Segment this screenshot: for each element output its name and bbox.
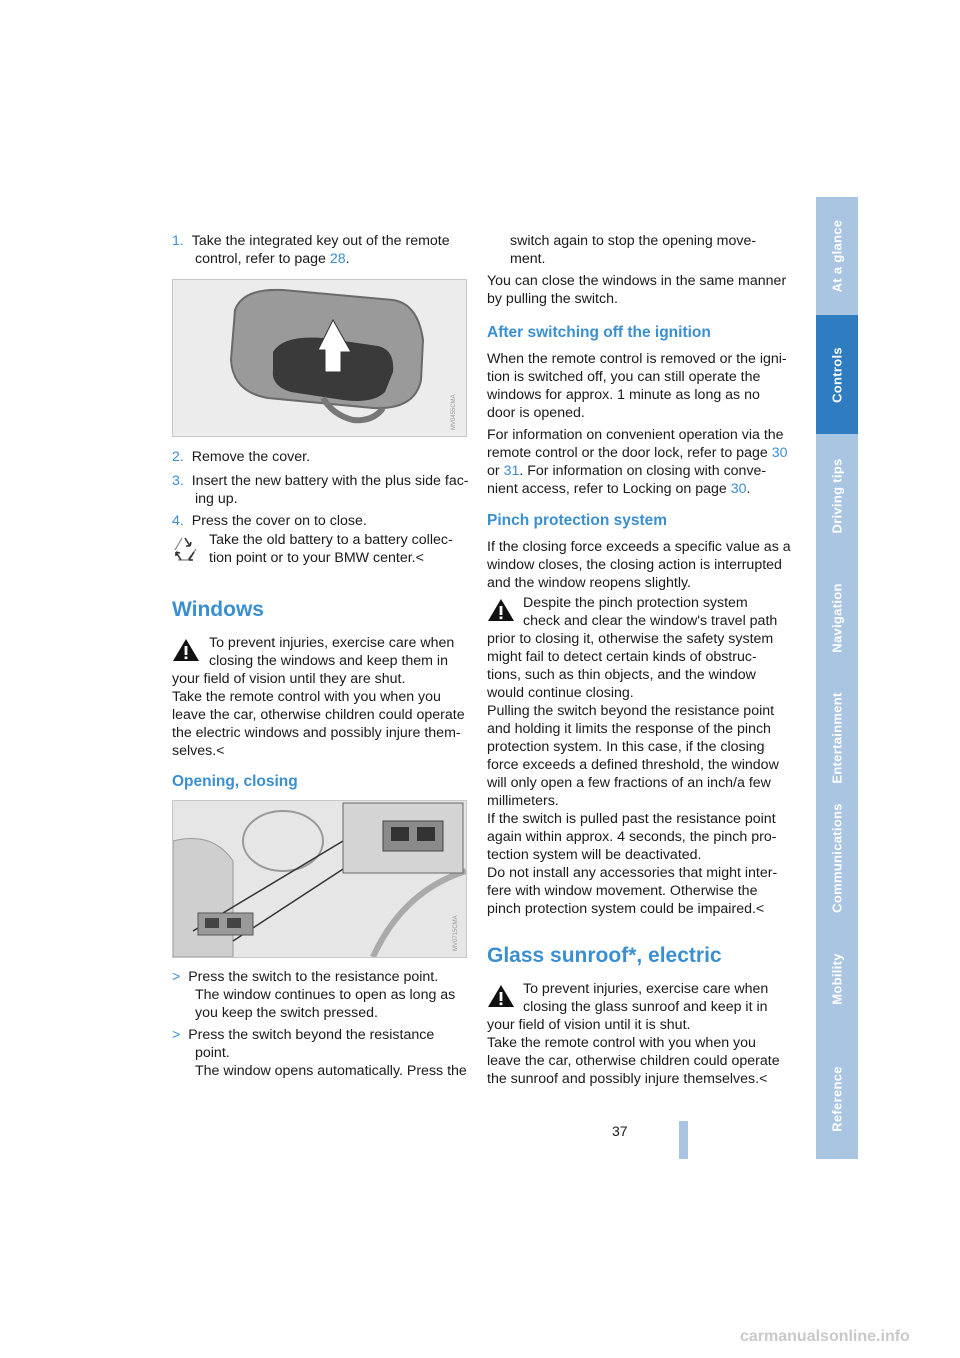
windows-warning-3: your field of vision until they are shut. <box>172 671 406 687</box>
step-1: 1. Take the integrated key out of the remote <box>172 233 450 249</box>
tab-controls[interactable]: Controls <box>816 315 858 435</box>
remote-key-illustration <box>173 280 466 436</box>
close-text-2: by pulling the switch. <box>487 291 618 307</box>
sunroof-warning-6: the sunroof and possibly injure themselves.< <box>487 1071 768 1087</box>
windows-heading: Windows <box>172 598 264 621</box>
ignition-heading: After switching off the ignition <box>487 324 711 341</box>
tab-communications[interactable]: Communications <box>816 797 858 920</box>
warning-icon <box>487 598 515 622</box>
pinch-warning-6: would continue closing. <box>487 685 634 701</box>
step-2: 2. Remove the cover. <box>172 449 311 465</box>
watermark: carmanualsonline.info <box>740 1328 910 1345</box>
ignition-4: door is opened. <box>487 405 585 421</box>
page-link[interactable]: 30 <box>771 445 788 461</box>
sunroof-warning-4: Take the remote control with you when you <box>487 1035 756 1051</box>
sunroof-warning-2: closing the glass sunroof and keep it in <box>523 999 768 1015</box>
windows-warning-4: Take the remote control with you when you <box>172 689 441 705</box>
tab-entertainment[interactable]: Entertainment <box>816 678 858 798</box>
windows-warning-6: the electric windows and possibly injure them- <box>172 725 461 741</box>
opening-closing-heading: Opening, closing <box>172 773 298 790</box>
recycle-note: Take the old battery to a battery collec- <box>209 532 453 548</box>
ignition-1: When the remote control is removed or the igni- <box>487 351 787 367</box>
pinch-heading: Pinch protection system <box>487 512 668 529</box>
remote-key-image <box>172 279 467 437</box>
svg-text:MV0715CMA: MV0715CMA <box>453 915 459 951</box>
sunroof-warning-1: To prevent injuries, exercise care when <box>523 981 769 997</box>
pinch-warning-13: If the switch is pulled past the resistance point <box>487 811 776 827</box>
pinch-warning-4: might fail to detect certain kinds of obstruc- <box>487 649 757 665</box>
sunroof-warning-5: leave the car, otherwise children could operate <box>487 1053 780 1069</box>
bullet-2-cont4: ment. <box>510 251 546 267</box>
warning-icon <box>172 638 200 662</box>
page-link[interactable]: 30 <box>730 481 747 497</box>
page-marker <box>679 1121 688 1159</box>
step-3-cont: ing up. <box>195 491 238 507</box>
pinch-warning-15: tection system will be deactivated. <box>487 847 702 863</box>
info-2: remote control or the door lock, refer to page 30 <box>487 445 788 461</box>
step-1-cont: control, refer to page 28. <box>195 251 350 267</box>
pinch-warning-8: and holding it limits the response of the pinch <box>487 721 771 737</box>
pinch-warning-14: again within approx. 4 seconds, the pinch pro- <box>487 829 777 845</box>
bullet-1-cont: The window continues to open as long as <box>195 987 456 1003</box>
section-tabs <box>816 197 858 1159</box>
ignition-3: windows for approx. 1 minute as long as no <box>487 387 760 403</box>
bullet-1-cont2: you keep the switch pressed. <box>195 1005 378 1021</box>
recycle-note-cont: tion point or to your BMW center.< <box>209 550 424 566</box>
info-1: For information on convenient operation via the <box>487 427 784 443</box>
step-3: 3. Insert the new battery with the plus side fac- <box>172 473 469 489</box>
pinch-warning-11: will only open a few fractions of an inch/a few <box>487 775 771 791</box>
pinch-warning-3: prior to closing it, otherwise the safety system <box>487 631 774 647</box>
tab-mobility[interactable]: Mobility <box>816 919 858 1040</box>
tab-driving-tips[interactable]: Driving tips <box>816 434 858 559</box>
ignition-2: tion is switched off, you can still operate the <box>487 369 761 385</box>
step-4: 4. Press the cover on to close. <box>172 513 367 529</box>
recycle-icon <box>172 535 198 563</box>
bullet-2-cont: point. <box>195 1045 230 1061</box>
info-3: or 31. For information on closing with conve- <box>487 463 767 479</box>
windows-warning-2: closing the windows and keep them in <box>209 653 448 669</box>
pinch-warning-7: Pulling the switch beyond the resistance point <box>487 703 775 719</box>
pinch-warning-12: millimeters. <box>487 793 559 809</box>
sunroof-warning-3: your field of vision until it is shut. <box>487 1017 691 1033</box>
pinch-warning-2: check and clear the window's travel path <box>523 613 778 629</box>
pinch-warning-18: pinch protection system could be impaired.< <box>487 901 765 917</box>
pinch-2: window closes, the closing action is interrupted <box>487 557 782 573</box>
bullet-2: > Press the switch beyond the resistance <box>172 1027 435 1043</box>
tab-navigation[interactable]: Navigation <box>816 558 858 679</box>
page-number: 37 <box>612 1123 628 1139</box>
dashboard-illustration <box>173 801 466 957</box>
info-4: nient access, refer to Locking on page 30. <box>487 481 751 497</box>
svg-text:MV0455CMA: MV0455CMA <box>451 394 457 430</box>
pinch-1: If the closing force exceeds a specific value as a <box>487 539 791 555</box>
pinch-warning-10: force exceeds a defined threshold, the window <box>487 757 779 773</box>
bullet-2-cont3: switch again to stop the opening move- <box>510 233 757 249</box>
warning-icon <box>487 984 515 1008</box>
window-switch-image <box>172 800 467 958</box>
bullet-2-cont2: The window opens automatically. Press the <box>195 1063 467 1079</box>
close-text-1: You can close the windows in the same manner <box>487 273 787 289</box>
windows-warning-7: selves.< <box>172 743 225 759</box>
page-link[interactable]: 31 <box>503 463 520 479</box>
page-link[interactable]: 28 <box>329 251 346 267</box>
tab-reference[interactable]: Reference <box>816 1039 858 1160</box>
bullet-1: > Press the switch to the resistance point. <box>172 969 439 985</box>
pinch-warning-17: fere with window movement. Otherwise the <box>487 883 758 899</box>
tab-at-a-glance[interactable]: At a glance <box>816 197 858 316</box>
pinch-warning-16: Do not install any accessories that might inter- <box>487 865 778 881</box>
pinch-warning-9: protection system. In this case, if the closing <box>487 739 765 755</box>
pinch-warning-5: tions, such as thin objects, and the window <box>487 667 756 683</box>
pinch-3: and the window reopens slightly. <box>487 575 691 591</box>
windows-warning-5: leave the car, otherwise children could operate <box>172 707 465 723</box>
windows-warning-1: To prevent injuries, exercise care when <box>209 635 455 651</box>
sunroof-heading: Glass sunroof*, electric <box>487 944 722 967</box>
pinch-warning-1: Despite the pinch protection system <box>523 595 748 611</box>
